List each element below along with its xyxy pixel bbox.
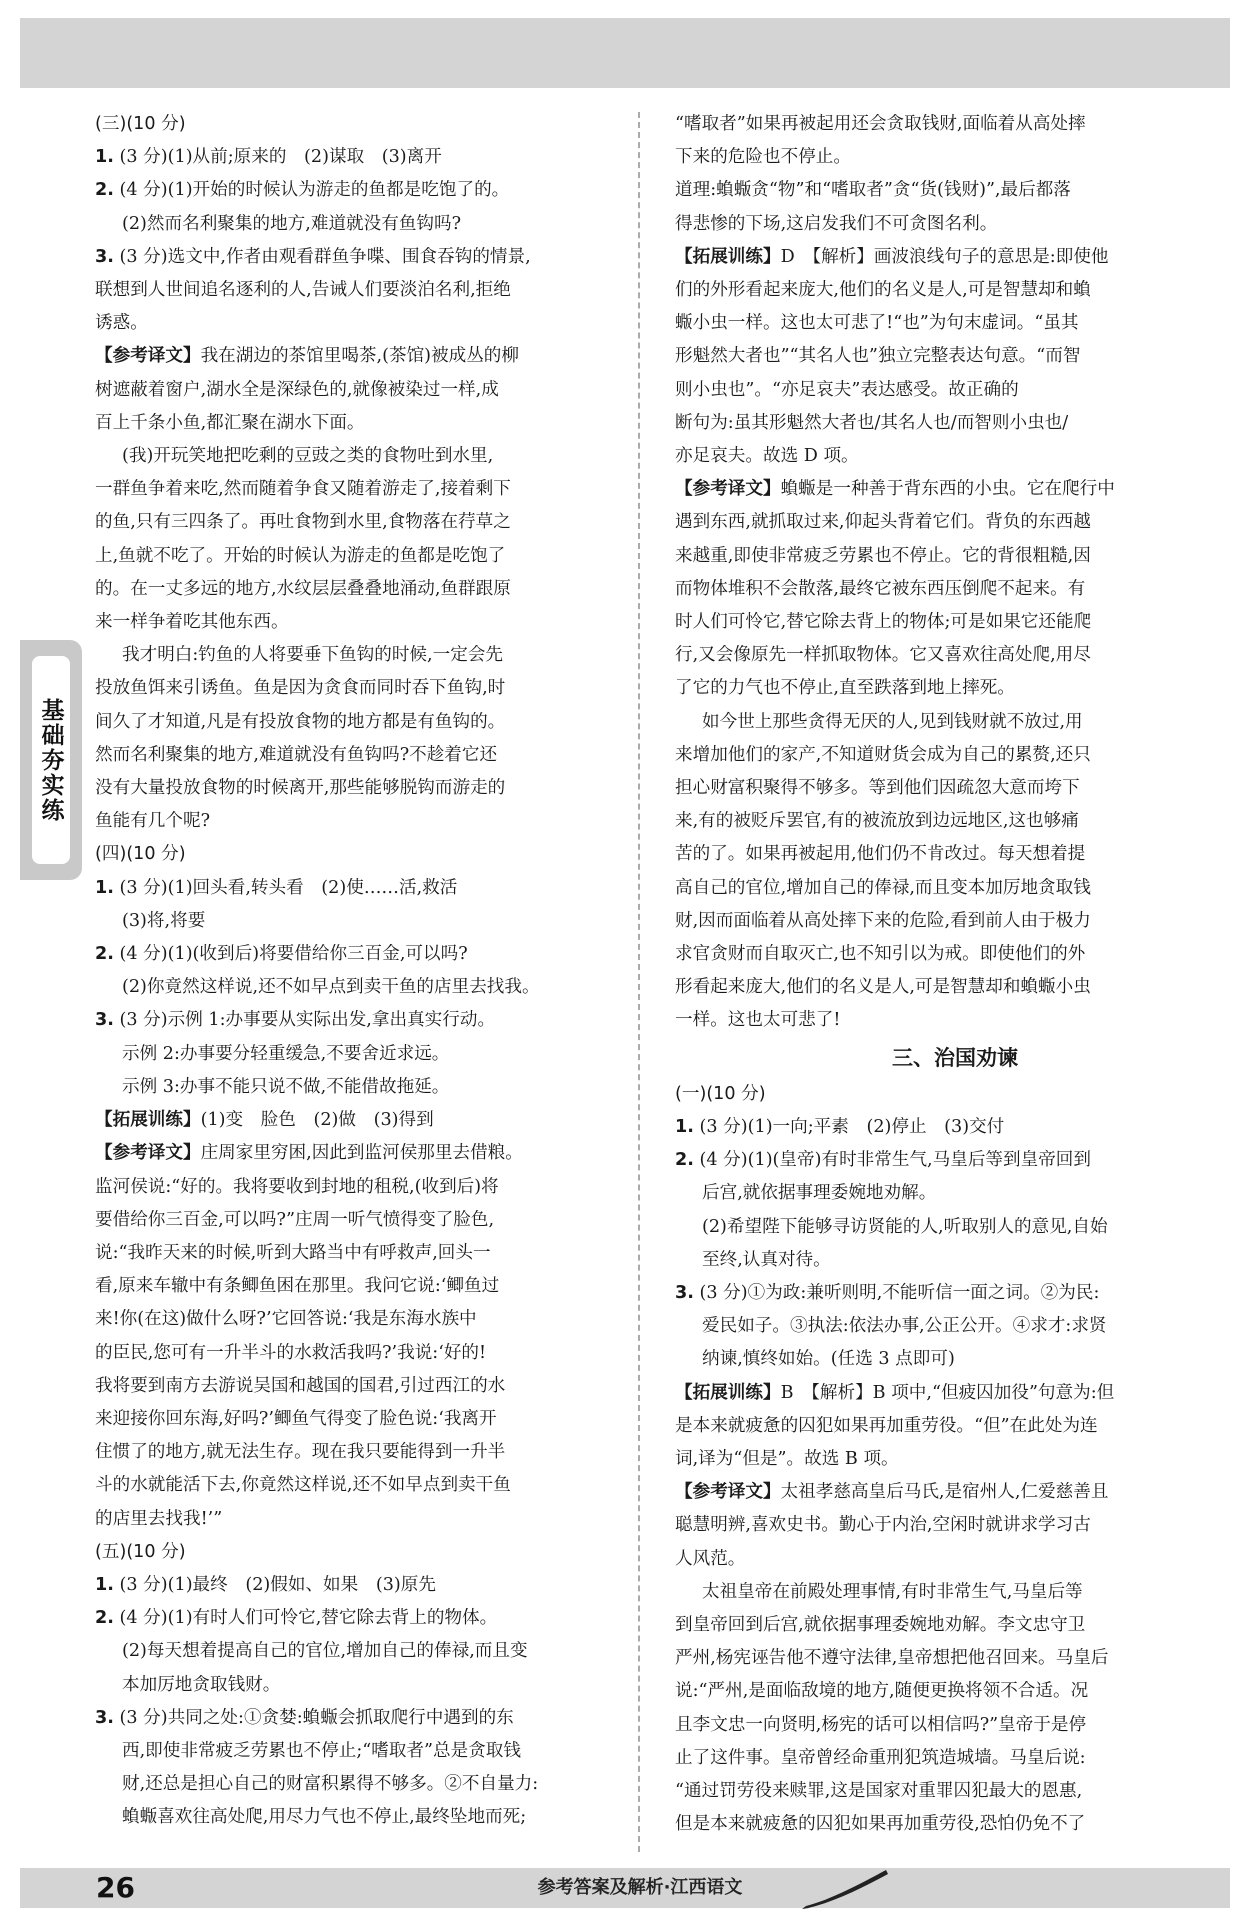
question-text: (3 分)(1)一向;平素 (2)停止 (3)交付: [699, 1116, 1005, 1137]
text-line: “通过罚劳役来赎罪,这是国家对重罪囚犯最大的恩惠,: [675, 1780, 1083, 1801]
tagged-text: B 【解析】B 项中,“但疲囚加役”句意为:但: [780, 1382, 1115, 1403]
text-line: 是本来就疲惫的囚犯如果再加重劳役。“但”在此处为连: [675, 1415, 1098, 1436]
text-line: (2)然而名利聚集的地方,难道就没有鱼钩吗?: [122, 213, 462, 234]
question-line: [675, 1111, 1195, 1144]
text-line: 然而名利聚集的地方,难道就没有鱼钩吗?不趁着它还: [95, 744, 498, 765]
tagged-text: 庄周家里穷困,因此到监河侯那里去借粮。: [200, 1143, 523, 1164]
right-column: [675, 108, 1195, 1853]
question-line: [95, 141, 615, 174]
text-line: 财,因而面临着从高处摔下来的危险,看到前人由于极力: [675, 910, 1091, 931]
text-line: 我才明白:钓鱼的人将要垂下鱼钩的时候,一定会先: [122, 645, 503, 666]
text-line: 要借给你三百金,可以吗?”庄周一听气愤得变了脸色,: [95, 1209, 495, 1230]
text-line: 太祖皇帝在前殿处理事情,有时非常生气,马皇后等: [702, 1581, 1083, 1602]
text-line: 人风范。: [675, 1548, 746, 1569]
question-line: [675, 1144, 1195, 1177]
text-line: 来迎接你回东海,好吗?’鲫鱼气得变了脸色说:‘我离开: [95, 1408, 497, 1429]
text-line: 到皇帝回到后宫,就依据事理委婉地劝解。李文忠守卫: [675, 1614, 1086, 1635]
text-line: 来增加他们的家产,不知道财货会成为自己的累赘,还只: [675, 744, 1091, 765]
text-line: 行,又会像原先一样抓取物体。它又喜欢往高处爬,用尽: [675, 645, 1091, 666]
bracket-tag: 【参考译文】: [95, 346, 201, 367]
text-line: 来,有的被贬斥罢官,有的被流放到边远地区,这也够痛: [675, 811, 1079, 832]
question-text: (3 分)示例 1:办事要从实际出发,拿出真实行动。: [119, 1010, 496, 1031]
text-line: 们的外形看起来庞大,他们的名义是人,可是智慧却和蝜: [675, 280, 1091, 301]
text-line: 一样。这也太可悲了!: [675, 1010, 841, 1031]
question-line: [95, 174, 615, 207]
question-text: (3 分)共同之处:①贪婪:蝜蝂会抓取爬行中遇到的东: [119, 1707, 514, 1728]
text-line: 来一样争着吃其他东西。: [95, 612, 289, 633]
text-line: 而物体堆积不会散落,最终它被东西压倒爬不起来。有: [675, 578, 1086, 599]
tagged-line: [95, 1137, 615, 1170]
question-number: 2.: [95, 944, 114, 965]
question-line: [95, 241, 615, 274]
tagged-text: (1)变 脸色 (2)做 (3)得到: [200, 1110, 434, 1131]
text-line: 至终,认真对待。: [702, 1249, 831, 1270]
text-line: 形魁然大者也”“其名人也”独立完整表达句意。“而智: [675, 346, 1081, 367]
text-line: 百上千条小鱼,都汇聚在湖水下面。: [95, 412, 365, 433]
text-line: “嗜取者”如果再被起用还会贪取钱财,面临着从高处摔: [675, 114, 1086, 134]
question-line: [95, 1602, 615, 1635]
text-line: 高自己的官位,增加自己的俸禄,而且变本加厉地贪取钱: [675, 877, 1091, 898]
bracket-tag: 【参考译文】: [675, 479, 781, 500]
text-line: 财,还总是担心自己的财富积累得不够多。②不自量力:: [122, 1774, 539, 1795]
question-text: (4 分)(1)(皇帝)有时非常生气,马皇后等到皇帝回到: [699, 1150, 1091, 1171]
text-line: 本加厉地贪取钱财。: [122, 1674, 281, 1695]
text-line: 形看起来庞大,他们的名义是人,可是智慧却和蝜蝂小虫: [675, 977, 1091, 998]
text-line: 亦足哀夫。故选 D 项。: [675, 446, 859, 467]
text-line: 蝜蝂喜欢往高处爬,用尽力气也不停止,最终坠地而死;: [122, 1807, 527, 1828]
question-line: [95, 1004, 615, 1037]
question-line: [95, 1569, 615, 1602]
question-number: 1.: [95, 877, 114, 898]
text-line: 树遮蔽着窗户,湖水全是深绿色的,就像被染过一样,成: [95, 379, 499, 400]
page-number: 26: [96, 1871, 135, 1904]
text-line: 道理:蝜蝂贪“物”和“嗜取者”贪“货(钱财)”,最后都落: [675, 180, 1071, 201]
text-line: 得悲惨的下场,这启发我们不可贪图名利。: [675, 213, 998, 234]
subsection-title: (一)(10 分): [675, 1083, 766, 1104]
text-line: 遇到东西,就抓取过来,仰起头背着它们。背负的东西越: [675, 512, 1091, 533]
text-line: 聪慧明辨,喜欢史书。勤心于内治,空闲时就讲求学习古: [675, 1515, 1091, 1536]
text-line: 词,译为“但是”。故选 B 项。: [675, 1448, 899, 1469]
text-line: (2)你竟然这样说,还不如早点到卖干鱼的店里去找我。: [122, 977, 540, 998]
tagged-line: [675, 241, 1195, 274]
question-line: [95, 872, 615, 905]
text-line: 我将要到南方去游说吴国和越国的国君,引过西江的水: [95, 1375, 506, 1396]
side-tab: [20, 640, 82, 880]
pen-icon: [800, 1866, 890, 1910]
text-line: 一群鱼争着来吃,然而随着争食又随着游走了,接着剩下: [95, 479, 511, 500]
text-line: 上,鱼就不吃了。开始的时候认为游走的鱼都是吃饱了: [95, 545, 506, 566]
question-number: 2.: [95, 1608, 114, 1629]
header-band: [20, 18, 1230, 88]
column-divider: [638, 112, 640, 1852]
text-line: 住惯了的地方,就无法生存。现在我只要能得到一升半: [95, 1442, 506, 1463]
question-text: (3 分)(1)回头看,转头看 (2)使……活,救活: [119, 877, 458, 898]
left-column: [95, 108, 615, 1853]
question-text: (3 分)(1)最终 (2)假如、如果 (3)原先: [119, 1574, 436, 1595]
text-line: 说:“我昨天来的时候,听到大路当中有呼救声,回头一: [95, 1242, 491, 1263]
text-line: 如今世上那些贪得无厌的人,见到钱财就不放过,用: [702, 711, 1083, 732]
bracket-tag: 【拓展训练】: [675, 1382, 781, 1403]
text-line: 西,即使非常疲乏劳累也不停止;“嗜取者”总是贪取钱: [122, 1740, 521, 1761]
question-number: 3.: [675, 1282, 694, 1303]
section-heading: 三、治国劝谏: [892, 1045, 1018, 1070]
text-line: 来!你(在这)做什么呀?’它回答说:‘我是东海水族中: [95, 1309, 477, 1330]
text-line: 的鱼,只有三四条了。再吐食物到水里,食物落在荇草之: [95, 512, 511, 533]
text-line: (我)开玩笑地把吃剩的豆豉之类的食物吐到水里,: [122, 446, 494, 467]
text-line: 蝂小虫一样。这也太可悲了!“也”为句末虚词。“虽其: [675, 313, 1079, 334]
bracket-tag: 【拓展训练】: [95, 1110, 201, 1131]
text-line: 求官贪财而自取灭亡,也不知引以为戒。即使他们的外: [675, 944, 1086, 965]
question-number: 2.: [95, 180, 114, 201]
question-line: [95, 1702, 615, 1735]
text-line: 严州,杨宪诬告他不遵守法律,皇帝想把他召回来。马皇后: [675, 1648, 1109, 1669]
tagged-line: [95, 1104, 615, 1137]
subsection-title: (三)(10 分): [95, 114, 186, 134]
text-line: 且李文忠一向贤明,杨宪的话可以相信吗?”皇帝于是停: [675, 1714, 1087, 1735]
text-line: 示例 2:办事要分轻重缓急,不要舍近求远。: [122, 1043, 450, 1064]
tagged-line: [675, 1476, 1195, 1509]
text-line: (3)将,将要: [122, 910, 206, 931]
text-line: 担心财富积聚得不够多。等到他们因疏忽大意而垮下: [675, 778, 1080, 799]
question-number: 3.: [95, 1010, 114, 1031]
tagged-text: 我在湖边的茶馆里喝茶,(茶馆)被成丛的柳: [200, 346, 519, 367]
tagged-text: D 【解析】画波浪线句子的意思是:即使他: [780, 246, 1109, 267]
text-line: 但是本来就疲惫的囚犯如果再加重劳役,恐怕仍免不了: [675, 1814, 1086, 1835]
question-line: [95, 938, 615, 971]
text-line: 监河侯说:“好的。我将要收到封地的租税,(收到后)将: [95, 1176, 499, 1197]
text-line: 后宫,就依据事理委婉地劝解。: [702, 1183, 937, 1204]
text-line: 则小虫也”。“亦足哀夫”表达感受。故正确的: [675, 379, 1019, 400]
question-number: 1.: [95, 147, 114, 168]
tagged-line: [675, 1377, 1195, 1410]
footer-title: 参考答案及解析·江西语文: [537, 1877, 743, 1898]
question-text: (4 分)(1)有时人们可怜它,替它除去背上的物体。: [119, 1608, 498, 1629]
subsection-title: (四)(10 分): [95, 844, 186, 865]
question-number: 1.: [675, 1116, 694, 1137]
text-line: 止了这件事。皇帝曾经命重刑犯筑造城墙。马皇后说:: [675, 1747, 1086, 1768]
text-line: 断句为:虽其形魁然大者也/其名人也/而智则小虫也/: [675, 412, 1069, 433]
text-line: 了它的力气也不停止,直至跌落到地上摔死。: [675, 678, 1015, 699]
text-line: 爱民如子。③执法:依法办事,公正公开。④求才:求贤: [702, 1316, 1107, 1337]
tagged-text: 太祖孝慈高皇后马氏,是宿州人,仁爱慈善且: [780, 1482, 1109, 1503]
text-line: 说:“严州,是面临敌境的地方,随便更换将领不合适。况: [675, 1681, 1089, 1702]
question-number: 3.: [95, 246, 114, 267]
question-text: (4 分)(1)(收到后)将要借给你三百金,可以吗?: [119, 944, 468, 965]
text-line: 看,原来车辙中有条鲫鱼困在那里。我问它说:‘鲫鱼过: [95, 1276, 500, 1297]
bracket-tag: 【参考译文】: [95, 1143, 201, 1164]
text-line: 时人们可怜它,替它除去背上的物体;可是如果它还能爬: [675, 612, 1092, 633]
tagged-text: 蝜蝂是一种善于背东西的小虫。它在爬行中: [780, 479, 1115, 500]
bracket-tag: 【拓展训练】: [675, 246, 781, 267]
question-number: 3.: [95, 1707, 114, 1728]
text-line: 联想到人世间追名逐利的人,告诫人们要淡泊名利,拒绝: [95, 280, 511, 301]
text-line: 的臣民,您可有一升半斗的水救活我吗?’我说:‘好的!: [95, 1342, 487, 1363]
text-line: 下来的危险也不停止。: [675, 147, 851, 168]
text-line: 投放鱼饵来引诱鱼。鱼是因为贪食而同时吞下鱼钩,时: [95, 678, 506, 699]
text-line: 鱼能有几个呢?: [95, 811, 210, 832]
text-line: 苦的了。如果再被起用,他们仍不肯改过。每天想着提: [675, 844, 1086, 865]
question-line: [675, 1277, 1195, 1310]
text-line: 纳谏,慎终如始。(任选 3 点即可): [702, 1349, 955, 1370]
text-line: 的。在一丈多远的地方,水纹层层叠叠地涌动,鱼群跟原: [95, 578, 511, 599]
tagged-line: [95, 340, 615, 373]
text-line: 诱惑。: [95, 313, 148, 334]
question-number: 1.: [95, 1574, 114, 1595]
subsection-title: (五)(10 分): [95, 1541, 186, 1562]
text-line: 示例 3:办事不能只说不做,不能借故拖延。: [122, 1076, 450, 1097]
text-line: 来越重,即使非常疲乏劳累也不停止。它的背很粗糙,因: [675, 545, 1091, 566]
question-text: (3 分)选文中,作者由观看群鱼争喋、围食吞钩的情景,: [119, 246, 531, 267]
text-line: (2)每天想着提高自己的官位,增加自己的俸禄,而且变: [122, 1641, 528, 1662]
question-text: (4 分)(1)开始的时候认为游走的鱼都是吃饱了的。: [119, 180, 510, 201]
question-text: (3 分)①为政:兼听则明,不能听信一面之词。②为民:: [699, 1282, 1100, 1303]
tagged-line: [675, 473, 1195, 506]
text-line: (2)希望陛下能够寻访贤能的人,听取别人的意见,自始: [702, 1216, 1108, 1237]
text-line: 的店里去找我!’”: [95, 1508, 223, 1529]
text-line: 没有大量投放食物的时候离开,那些能够脱钩而游走的: [95, 778, 506, 799]
text-line: 间久了才知道,凡是有投放食物的地方都是有鱼钩的。: [95, 711, 506, 732]
side-tab-label: 基础夯实练: [32, 656, 70, 864]
text-line: 斗的水就能活下去,你竟然这样说,还不如早点到卖干鱼: [95, 1475, 511, 1496]
question-text: (3 分)(1)从前;原来的 (2)谋取 (3)离开: [119, 147, 442, 168]
question-number: 2.: [675, 1150, 694, 1171]
bracket-tag: 【参考译文】: [675, 1482, 781, 1503]
